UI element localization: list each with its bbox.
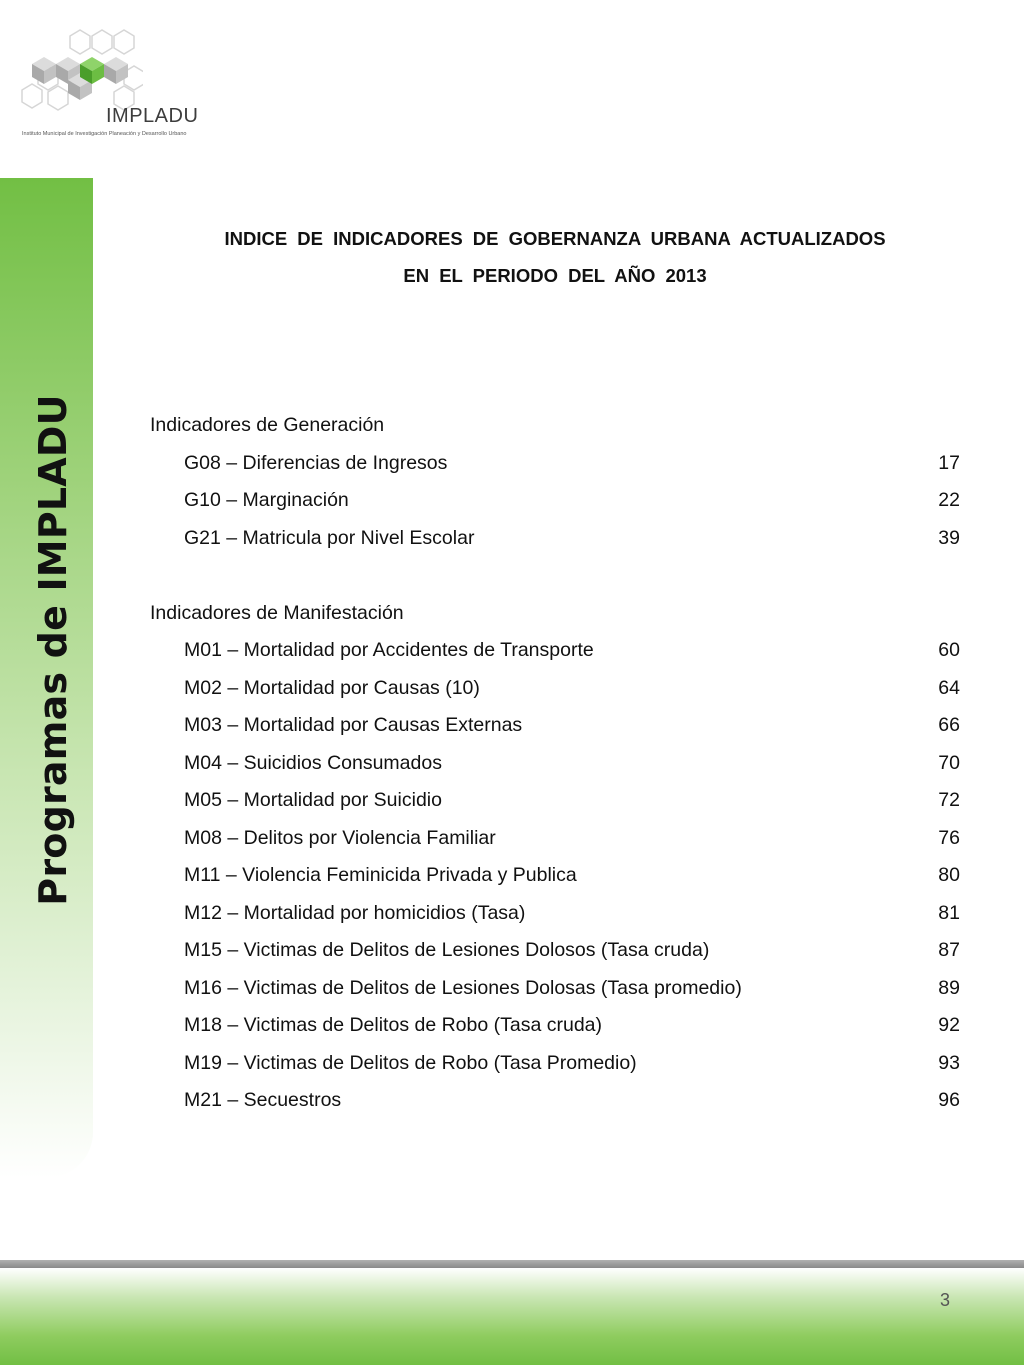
list-item (150, 635, 960, 673)
page-title (140, 225, 970, 299)
item-page: 72 (938, 789, 960, 811)
item-label: M12 – Mortalidad por homicidios (Tasa) (184, 901, 526, 924)
section-gap (150, 560, 960, 598)
item-label: M15 – Victimas de Delitos de Lesiones Dolosos (Tasa cruda) (184, 939, 710, 961)
item-page: 64 (938, 676, 960, 699)
list-item (150, 823, 960, 861)
item-page: 66 (938, 714, 960, 736)
page-title-line-1: INDICE DE INDICADORES DE GOBERNANZA URBANA ACTUALIZADOS (224, 228, 886, 249)
item-label: M19 – Victimas de Delitos de Robo (Tasa Promedio) (184, 1051, 637, 1074)
item-label: M03 – Mortalidad por Causas Externas (184, 714, 523, 736)
item-label: M11 – Violencia Feminicida Privada y Publica (184, 864, 577, 886)
item-page: 89 (938, 976, 960, 999)
footer-divider (0, 1260, 1024, 1268)
footer-band (0, 1268, 1024, 1365)
item-label: G21 – Matricula por Nivel Escolar (184, 526, 475, 549)
list-item (150, 1085, 960, 1123)
item-page: 93 (938, 1051, 960, 1074)
list-item (150, 1010, 960, 1048)
impladu-logo (18, 12, 218, 137)
item-label: M01 – Mortalidad por Accidentes de Transporte (184, 639, 594, 661)
item-label: M16 – Victimas de Delitos de Lesiones Dolosas (Tasa promedio) (184, 976, 742, 999)
item-page: 22 (938, 489, 960, 511)
logo-tagline: Instituto Municipal de Investigación Planeación y Desarrollo Urbano (22, 131, 187, 137)
item-page: 70 (938, 751, 960, 774)
list-item (150, 860, 960, 898)
list-item (150, 523, 960, 561)
page-title-line-2: EN EL PERIODO DEL AÑO 2013 (403, 265, 707, 286)
item-label: M08 – Delitos por Violencia Familiar (184, 826, 496, 849)
item-page: 81 (938, 901, 960, 924)
side-title: Programas de IMPLADU (31, 394, 75, 906)
index-list (150, 410, 960, 1123)
item-page: 87 (938, 939, 960, 961)
item-page: 80 (938, 864, 960, 886)
item-page: 92 (938, 1014, 960, 1036)
logo-wordmark: IMPLADU (106, 105, 199, 127)
section-heading-manifestacion: Indicadores de Manifestación (150, 601, 404, 624)
item-page: 60 (938, 639, 960, 661)
list-item (150, 785, 960, 823)
page-number: 3 (940, 1290, 951, 1310)
item-label: M05 – Mortalidad por Suicidio (184, 789, 442, 811)
item-page: 96 (938, 1089, 960, 1111)
item-label: M02 – Mortalidad por Causas (10) (184, 676, 480, 699)
item-label: M21 – Secuestros (184, 1089, 342, 1111)
hexagon-cubes-icon (18, 12, 143, 112)
item-label: G08 – Diferencias de Ingresos (184, 451, 448, 474)
item-page: 76 (938, 826, 960, 849)
list-item (150, 748, 960, 786)
list-item (150, 673, 960, 711)
item-page: 39 (938, 526, 960, 549)
section-heading-generacion: Indicadores de Generación (150, 414, 385, 436)
list-item (150, 973, 960, 1011)
list-item (150, 485, 960, 523)
list-item (150, 898, 960, 936)
list-item (150, 1048, 960, 1086)
list-item (150, 710, 960, 748)
item-page: 17 (938, 451, 960, 474)
item-label: G10 – Marginación (184, 489, 349, 511)
item-label: M04 – Suicidios Consumados (184, 751, 442, 774)
list-item (150, 448, 960, 486)
item-label: M18 – Victimas de Delitos de Robo (Tasa cruda) (184, 1014, 603, 1036)
list-item (150, 935, 960, 973)
